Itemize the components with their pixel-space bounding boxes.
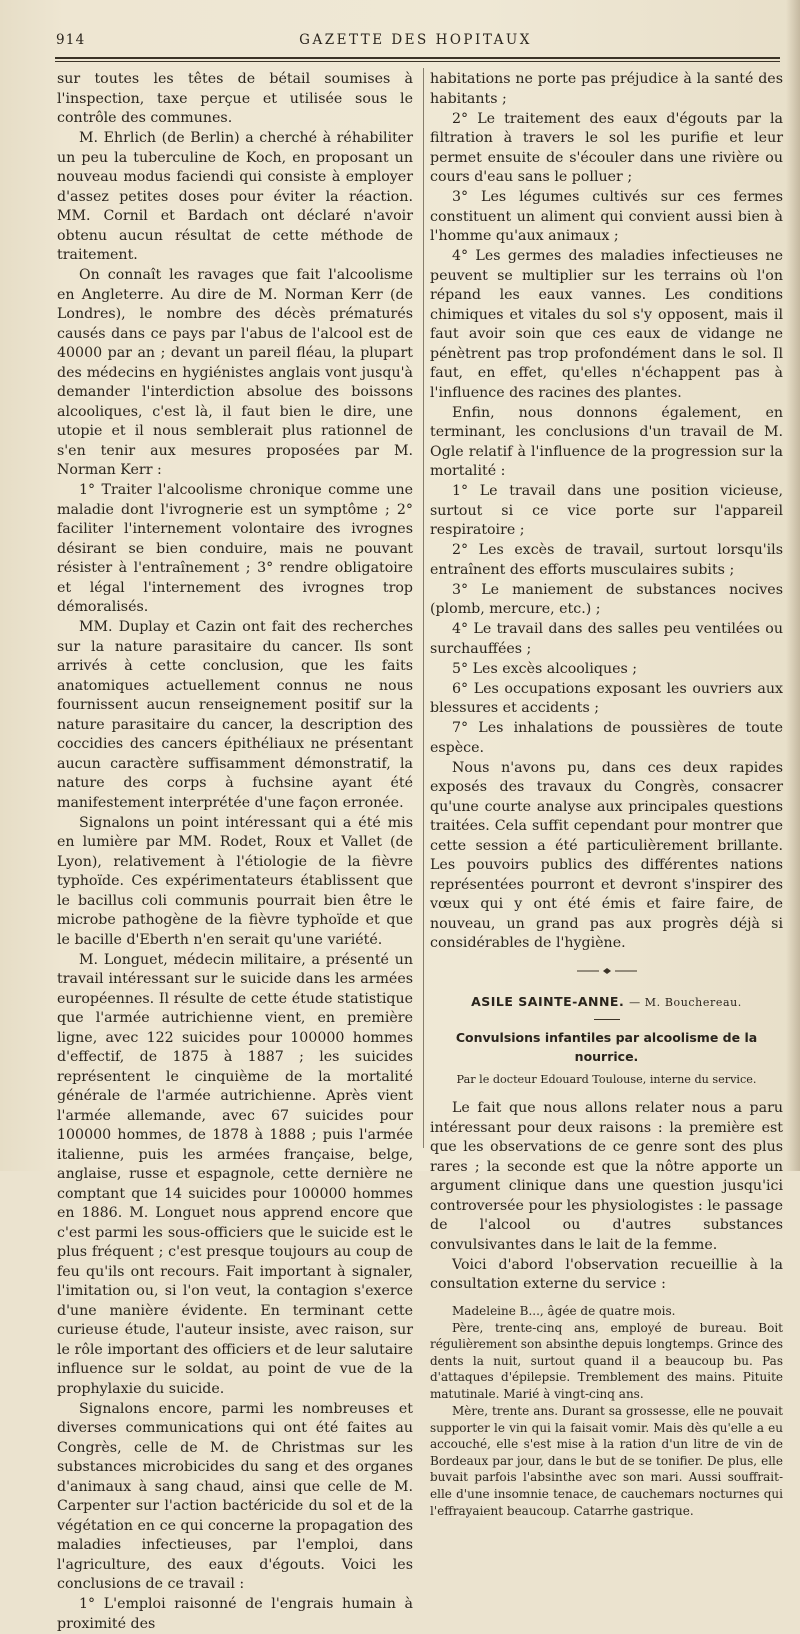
- ornament-separator: [430, 963, 783, 983]
- paragraph: Signalons encore, parmi les nombreuses et diverses communications qui ont été faites au Congrès, celle de M. de Christmas sur les substances microbicides du sang et des organes d'animaux à sang chaud, ainsi que celle de M. Carpenter sur l'action bactéricide du sol et de la végétation en ce qui concerne la propagation des maladies infectieuses, par l'emploi, dans l'agriculture, des eaux d'égouts. Voici les conclusions de ce travail :: [57, 1400, 413, 1592]
- running-title: GAZETTE DES HOPITAUX: [299, 32, 532, 48]
- section-title: ASILE SAINTE-ANNE.: [471, 994, 625, 1009]
- paragraph: 2° Les excès de travail, surtout lorsqu'ils entraînent des efforts musculaires subits ;: [430, 542, 783, 578]
- paragraph: On connaît les ravages que fait l'alcoolisme en Angleterre. Au dire de M. Norman Kerr (de Londres), le nombre des décès prématurés causés dans ce pays par l'abus de l'alcool est de 40000 par an ; devant un pareil fléau, la plupart des médecins en hygiénistes anglais vont jusqu'à demander l'interdiction absolue des boissons alcooliques, c'est là, il faut bien le dire, une utopie et il nous semblerait plus rationnel de s'en tenir aux mesures proposées par M. Norman Kerr :: [57, 267, 413, 478]
- paragraph: 7° Les inhalations de poussières de toute espèce.: [430, 720, 783, 756]
- paragraph: 5° Les excès alcooliques ;: [452, 660, 638, 677]
- column-divider: [423, 68, 424, 1148]
- paragraph: 1° Traiter l'alcoolisme chronique comme une maladie dont l'ivrognerie est un symptôme ; 2° faciliter l'internement volontaire des ivrognes désirant se bien conduire, mais ne pouvant résister à l'entraînement ; 3° rendre obligatoire et légal l'internement des ivrognes trop démoralisés.: [57, 482, 413, 615]
- page-header: [48, 30, 783, 52]
- paragraph: 6° Les occupations exposant les ouvriers aux blessures et accidents ;: [430, 680, 783, 716]
- header-rule-thin: [55, 61, 780, 62]
- paragraph: 3° Les légumes cultivés sur ces fermes constituent un aliment qui convient aussi bien à l'homme qu'aux animaux ;: [430, 189, 783, 244]
- paragraph: sur toutes les têtes de bétail soumises à l'inspection, taxe perçue et utilisée sous le contrôle des communes.: [57, 71, 413, 126]
- observation-paragraph: Père, trente-cinq ans, employé de bureau. Boit régulièrement son absinthe depuis longtemps. Grince des dents la nuit, surtout quand il a beaucoup bu. Pas d'attaques d'épilepsie. Tremblement des mains. Pituite matutinale. Marié à vingt-cinq ans.: [430, 1320, 783, 1401]
- paragraph: 4° Les germes des maladies infectieuses ne peuvent se multiplier sur les terrains où l'on répand les eaux vannes. Les conditions chimiques et vitales du sol s'y opposent, mais il faut avoir soin que ces eaux de vidange ne pénètrent pas trop profondément dans le sol. Il faut, en effet, qu'elles n'échappent pas à l'influence des racines des plantes.: [430, 248, 783, 401]
- paragraph: 1° Le travail dans une position vicieuse, surtout si ce vice porte sur l'appareil respiratoire ;: [430, 483, 783, 538]
- paragraph: Nous n'avons pu, dans ces deux rapides exposés des travaux du Congrès, consacrer qu'une courte analyse aux principales questions traitées. Cela suffit cependant pour montrer que cette session a été particulièrement brillante. Les pouvoirs publics des différentes nations représentées pourront et devront s'inspirer des vœux qui y ont été émis et faire faire, de nouveau, un grand pas aux progrès déjà si considérables de l'hygiène.: [430, 759, 783, 951]
- page-spine-shadow: [786, 0, 800, 1171]
- paragraph: 4° Le travail dans des salles peu ventilées ou surchauffées ;: [430, 621, 783, 657]
- section-rule: [594, 1019, 620, 1020]
- page-number: 914: [56, 32, 86, 48]
- observation-paragraph: Madeleine B..., âgée de quatre mois.: [452, 1303, 676, 1318]
- observation-block: [430, 1303, 783, 1520]
- article-byline: Par le docteur Edouard Toulouse, interne du service.: [456, 1072, 757, 1086]
- paragraph: 2° Le traitement des eaux d'égouts par la filtration à travers le sol les purifie et leur permet ensuite de s'écouler dans une rivière ou cours d'eau sans le polluer ;: [430, 110, 783, 185]
- header-rule-thick: [55, 57, 780, 59]
- section-heading: [430, 992, 783, 1013]
- paragraph: M. Ehrlich (de Berlin) a cherché à réhabiliter un peu la tuberculine de Koch, en proposant un nouveau modus faciendi qui consiste à employer d'assez petites doses pour éviter la réaction. MM. Cornil et Bardach ont déclaré n'avoir obtenu aucun résultat de cette méthode de traitement.: [57, 130, 413, 263]
- paragraph: Signalons un point intéressant qui a été mis en lumière par MM. Rodet, Roux et Vallet (de Lyon), relativement à l'étiologie de la fièvre typhoïde. Ces expérimentateurs établissent que le bacillus coli communis pourrait bien être le microbe pathogène de la fièvre typhoïde et que le bacille d'Eberth n'en serait qu'une variété.: [57, 814, 413, 948]
- paragraph: Enfin, nous donnons également, en terminant, les conclusions d'un travail de M. Ogle relatif à l'influence de la progression sur la mortalité :: [430, 404, 783, 479]
- paragraph: M. Longuet, médecin militaire, a présenté un travail intéressant sur le suicide dans les armées européennes. Il résulte de cette étude statistique que l'armée autrichienne vient, en première ligne, avec 122 suicides pour 100000 hommes d'effectif, de 1875 à 1887 ; les suicides représentent le cinquième de la mortalité générale de l'armée autrichienne. Après vient l'armée allemande, avec 67 suicides pour 100000 hommes, de 1878 à 1888 ; puis l'armée italienne, puis les armées française, belge, anglaise, russe et espagnole, cette dernière ne comptant que 14 suicides pour 100000 hommes en 1886. M. Longuet nous apprend encore que c'est parmi les sous-officiers que le suicide est le plus fréquent ; c'est presque toujours au coup de feu qu'ils ont recours. Fait important à signaler, l'imitation ou, si l'on veut, la contagion s'exerce d'une manière évidente. En terminant cette curieuse étude, l'auteur insiste, avec raison, sur le rôle important des officiers et de leur salutaire influence sur le soldat, au point de vue de la prophylaxie du suicide.: [57, 951, 413, 1397]
- paragraph: 3° Le maniement de substances nocives (plomb, mercure, etc.) ;: [430, 581, 783, 617]
- paragraph: habitations ne porte pas préjudice à la santé des habitants ;: [430, 71, 783, 107]
- paragraph: Le fait que nous allons relater nous a paru intéressant pour deux raisons : la première est que les observations de ce genre sont des plus rares ; la seconde est que la nôtre apporte un argument clinique dans une question jusqu'ici controversée pour les physiologistes : le passage de l'alcool ou d'autres substances convulsivantes dans le lait de la femme.: [430, 1100, 783, 1253]
- observation-paragraph: Mère, trente ans. Durant sa grossesse, elle ne pouvait supporter le vin qui la faisait vomir. Mais dès qu'elle a eu accouché, elle s'est mise à la ration d'un litre de vin de Bordeaux par jour, dans le but de se tonifier. De plus, elle buvait parfois l'absinthe avec son mari. Aussi souffrait-elle d'une insomnie tenace, de cauchemars nocturnes qui l'effrayaient beaucoup. Catarrhe gastrique.: [430, 1404, 783, 1518]
- right-column: [430, 70, 783, 1519]
- left-column: [57, 70, 413, 1634]
- section-author: — M. Bouchereau.: [629, 996, 742, 1009]
- paragraph: 1° L'emploi raisonné de l'engrais humain à proximité des: [57, 1596, 413, 1632]
- paragraph: MM. Duplay et Cazin ont fait des recherches sur la nature parasitaire du cancer. Ils sont arrivés à cette conclusion, que les faits anatomiques actuellement connus ne nous fournissent aucun renseignement positif sur la nature parasitaire du cancer, la description des coccidies des cancers épithéliaux ne présentant aucun caractère suffisamment démonstratif, la nature des corps à fuchsine ayant été manifestement interprétée d'une façon erronée.: [57, 619, 413, 811]
- paragraph: Voici d'abord l'observation recueillie à la consultation externe du service :: [430, 1256, 783, 1292]
- ornament-icon: [577, 967, 637, 975]
- article-title: Convulsions infantiles par alcoolisme de la nourrice.: [455, 1029, 758, 1064]
